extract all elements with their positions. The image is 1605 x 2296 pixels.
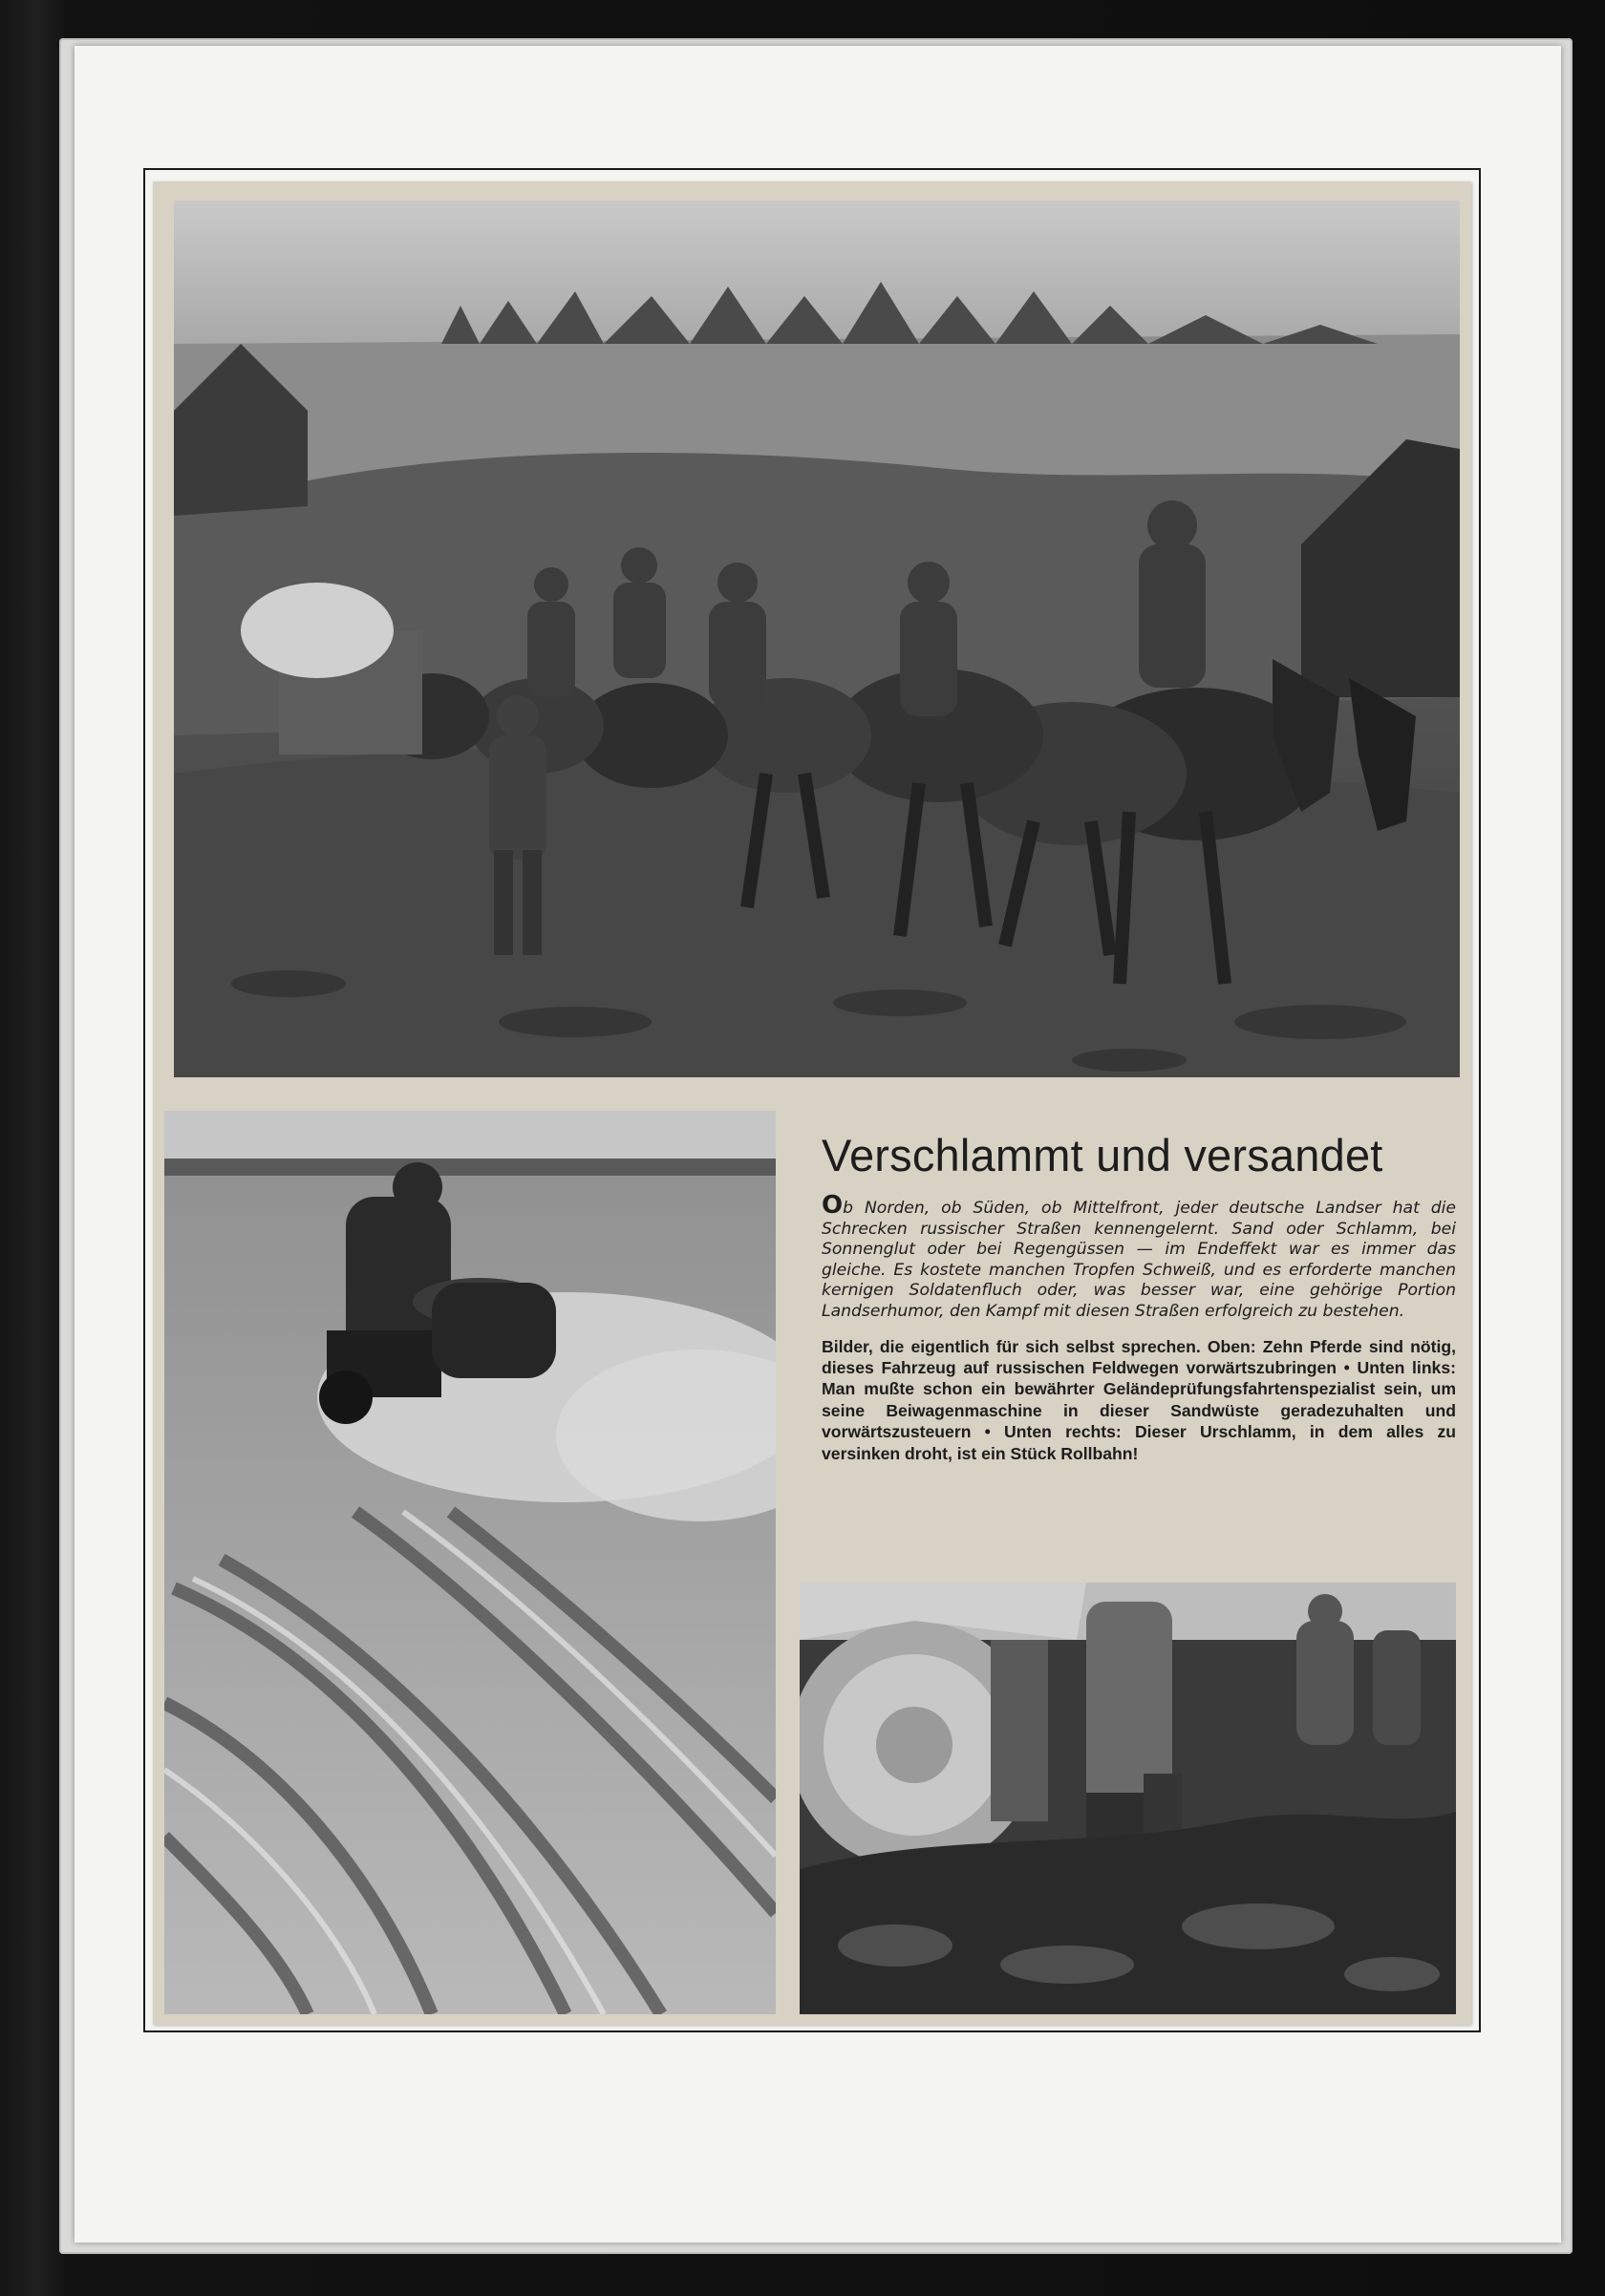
article-headline: Verschlammt und versandet <box>822 1130 1383 1180</box>
drop-cap: O <box>822 1191 844 1220</box>
photo-horse-team <box>174 201 1460 1077</box>
article-body-text: b Norden, ob Süden, ob Mittelfront, jeder deutsche Landser hat die Schrecken russischer Straßen kennengelernt. Sand oder Schlamm, bei Sonnenglut oder bei Regengüssen — im Endeffekt war es immer das gleiche. Es kostete manchen Tropfen Schweiß, und es erforderte manchen kernigen Soldatenfluch oder, was besser war, eine gehörige Portion Landserhumor, den Kampf mit diesen Straßen erfolgreich zu bestehen. <box>822 1199 1456 1321</box>
article-block <box>822 1127 1456 1464</box>
photo-sidecar-motorcycle <box>164 1111 776 2014</box>
newspaper-clipping <box>153 181 1471 2025</box>
article-body <box>822 1191 1456 1323</box>
photo-captions: Bilder, die eigentlich für sich selbst sprechen. Oben: Zehn Pferde sind nötig, dieses Fahrzeug auf russischen Feldwegen vorwärtszubringen • Unten links: Man mußte schon ein bewährter Geländeprüfungsfahrtenspezialist sein, um seine Beiwagenmaschine in dieser Sandwüste geradezuhalten und vorwärtszusteuern • Unten rechts: Dieser Urschlamm, in dem alles zu versinken droht, ist ein Stück Rollbahn! <box>822 1336 1456 1463</box>
photo-mud-road <box>800 1583 1456 2014</box>
